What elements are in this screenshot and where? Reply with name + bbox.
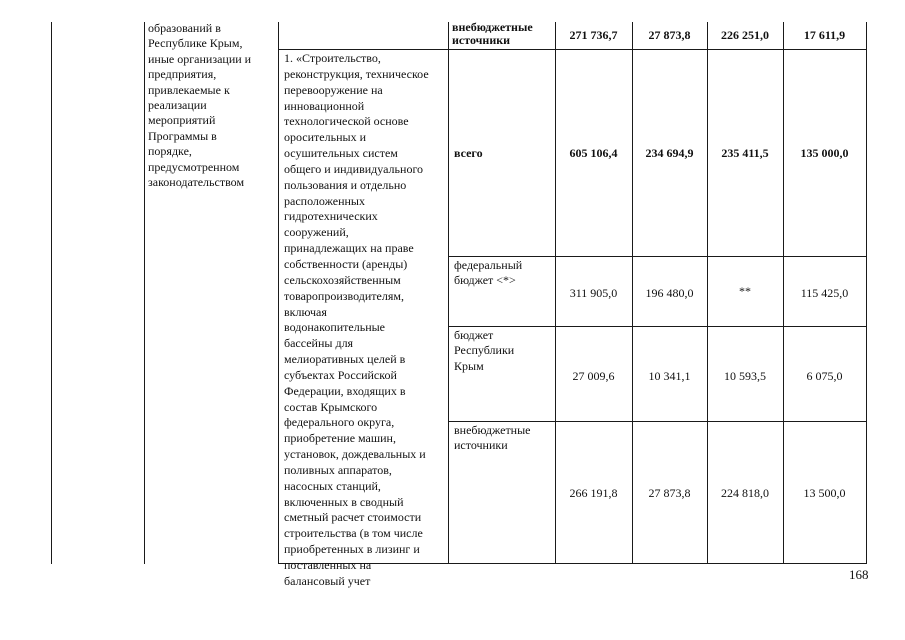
row-source: внебюджетные источники xyxy=(454,423,531,453)
row-value: 196 480,0 xyxy=(645,286,694,300)
table-line xyxy=(51,22,52,564)
row-source: всего xyxy=(454,146,483,160)
top-row-source: внебюджетные источники xyxy=(452,20,533,47)
table-line xyxy=(278,49,867,50)
activity-description: 1. «Строительство, реконструкция, техническое перевооружение на инновационной технологической основе оросительных и осушительных систем общего и индивидуального пользования и отдельно расположенных гидротехнических сооружений, принадлежащих на праве собственности (аренды) сельскохозяйственным товаропроизводителям, включая водонакопительные бассейны для мелиоративных целей в субъектах Российской Федерации, входящих в состав Крымского федерального округа, приобретение машин, установок, дождевальных и поливных аппаратов, насосных станций, включенных в сводный сметный расчет стоимости строительства (в том числе приобретенных в лизинг и поставленных на балансовый учет xyxy=(284,51,429,588)
table-line xyxy=(448,421,867,422)
row-value: 10 593,5 xyxy=(724,369,766,383)
top-row-value: 27 873,8 xyxy=(648,28,691,42)
row-source: федеральный бюджет <*> xyxy=(454,258,523,288)
row-value: 266 191,8 xyxy=(569,486,618,500)
row-value: 27 009,6 xyxy=(572,369,615,383)
row-value: 224 818,0 xyxy=(721,486,769,500)
top-row-value: 226 251,0 xyxy=(721,28,769,42)
row-value: 6 075,0 xyxy=(806,369,843,383)
row-value: 10 341,1 xyxy=(648,369,691,383)
row-value: 605 106,4 xyxy=(569,146,618,160)
row-value: 115 425,0 xyxy=(800,286,849,300)
table-line xyxy=(448,256,867,257)
row-value: ** xyxy=(739,284,751,298)
table-line xyxy=(448,326,867,327)
table-line xyxy=(866,22,867,564)
table-line xyxy=(144,22,145,564)
row-value: 13 500,0 xyxy=(803,486,846,500)
row-source: бюджет Республики Крым xyxy=(454,328,515,373)
row-value: 234 694,9 xyxy=(645,146,694,160)
top-row-value: 271 736,7 xyxy=(569,28,618,42)
row-value: 235 411,5 xyxy=(721,146,769,160)
row-value: 311 905,0 xyxy=(569,286,618,300)
table-line xyxy=(448,22,449,564)
top-row-value: 17 611,9 xyxy=(803,28,846,42)
executors-cell: образований в Республике Крым, иные организации и предприятия, привлекаемые к реализации мероприятий Программы в порядке, предусмотренном законодательством xyxy=(148,21,252,190)
page-number: 168 xyxy=(849,567,869,582)
row-value: 27 873,8 xyxy=(648,486,691,500)
table-line xyxy=(278,22,279,564)
row-value: 135 000,0 xyxy=(800,146,849,160)
